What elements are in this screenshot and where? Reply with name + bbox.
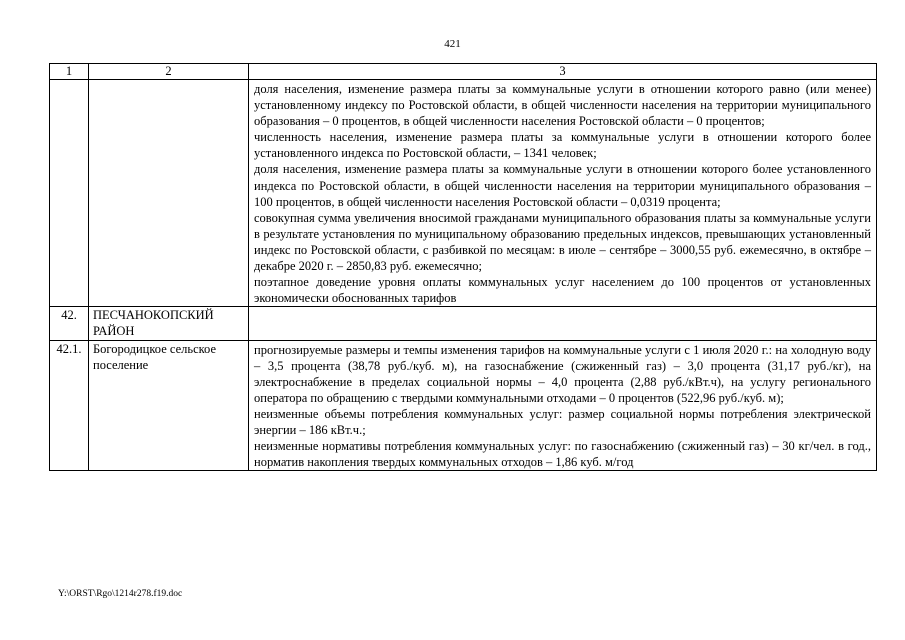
row-name: Богородицкое сельское поселение — [89, 340, 249, 471]
row-number — [50, 80, 89, 307]
paragraph: совокупная сумма увеличения вносимой гражданами муниципального образования платы за коммунальные услуги в результате установления по муниципальному образованию предельных индексов, превышающих установленный индекс по Ростовской области, с разбивкой по месяцам: в июле – сентябре – 3000,55 руб. ежемесячно, в октябре – декабре 2020 г. – 2850,83 руб. ежемесячно; — [254, 210, 871, 274]
row-name — [89, 80, 249, 307]
row-content — [249, 80, 877, 307]
header-col-3: 3 — [249, 64, 877, 80]
header-col-2: 2 — [89, 64, 249, 80]
table-row — [50, 340, 877, 471]
paragraph: неизменные объемы потребления коммунальных услуг: размер социальной нормы потребления электрической энергии – 186 кВт.ч.; — [254, 406, 871, 437]
row-content — [249, 340, 877, 471]
paragraph: неизменные нормативы потребления коммунальных услуг: по газоснабжению (сжиженный газ) – 30 кг/чел. в год., норматив накопления твердых коммунальных отходов – 1,86 куб. м/год — [254, 439, 871, 470]
paragraph: прогнозируемые размеры и темпы изменения тарифов на коммунальные услуги с 1 июля 2020 г.: на холодную воду – 3,5 процента (38,78 руб./куб. м), на газоснабжение (сжиженный газ) – 3,0 процента (31,17 руб./кг), на электроснабжение в пределах социальной нормы – 4,0 процента (2,88 руб./кВт.ч), на услугу регионального оператора по обращению с твердыми коммунальными отходами – 0 процентов (522,96 руб./куб. м); — [254, 342, 871, 405]
table-row — [50, 80, 877, 307]
paragraph: численность населения, изменение размера платы за коммунальные услуги в отношении которого более установленного индекса по Ростовской области, – 1341 человек; — [254, 130, 871, 161]
data-table — [49, 63, 877, 471]
table-header-row — [50, 64, 877, 80]
page-number: 421 — [444, 38, 461, 50]
paragraph: доля населения, изменение размера платы за коммунальные услуги в отношении которого более установленного индекса по Ростовской области, в общей численности населения на территории муниципального образования – 100 процентов, в общей численности населения Ростовской области – 0,0319 процента; — [254, 162, 871, 209]
paragraph: поэтапное доведение уровня оплаты коммунальных услуг населением до 100 процентов от установленных экономически обоснованных тарифов — [254, 275, 871, 306]
footer-file-path: Y:\ORST\Rgo\1214r278.f19.doc — [58, 589, 183, 599]
row-number: 42.1. — [50, 340, 89, 471]
row-name: ПЕСЧАНОКОПСКИЙ РАЙОН — [89, 307, 249, 340]
paragraph: доля населения, изменение размера платы за коммунальные услуги в отношении которого равно (или менее) установленному индексу по Ростовской области, в общей численности населения на территории муниципального образования – 0 процентов, в общей численности населения Ростовской области – 0 процентов; — [254, 82, 871, 129]
header-col-1: 1 — [50, 64, 89, 80]
row-number: 42. — [50, 307, 89, 340]
table-row — [50, 307, 877, 340]
row-content — [249, 307, 877, 340]
